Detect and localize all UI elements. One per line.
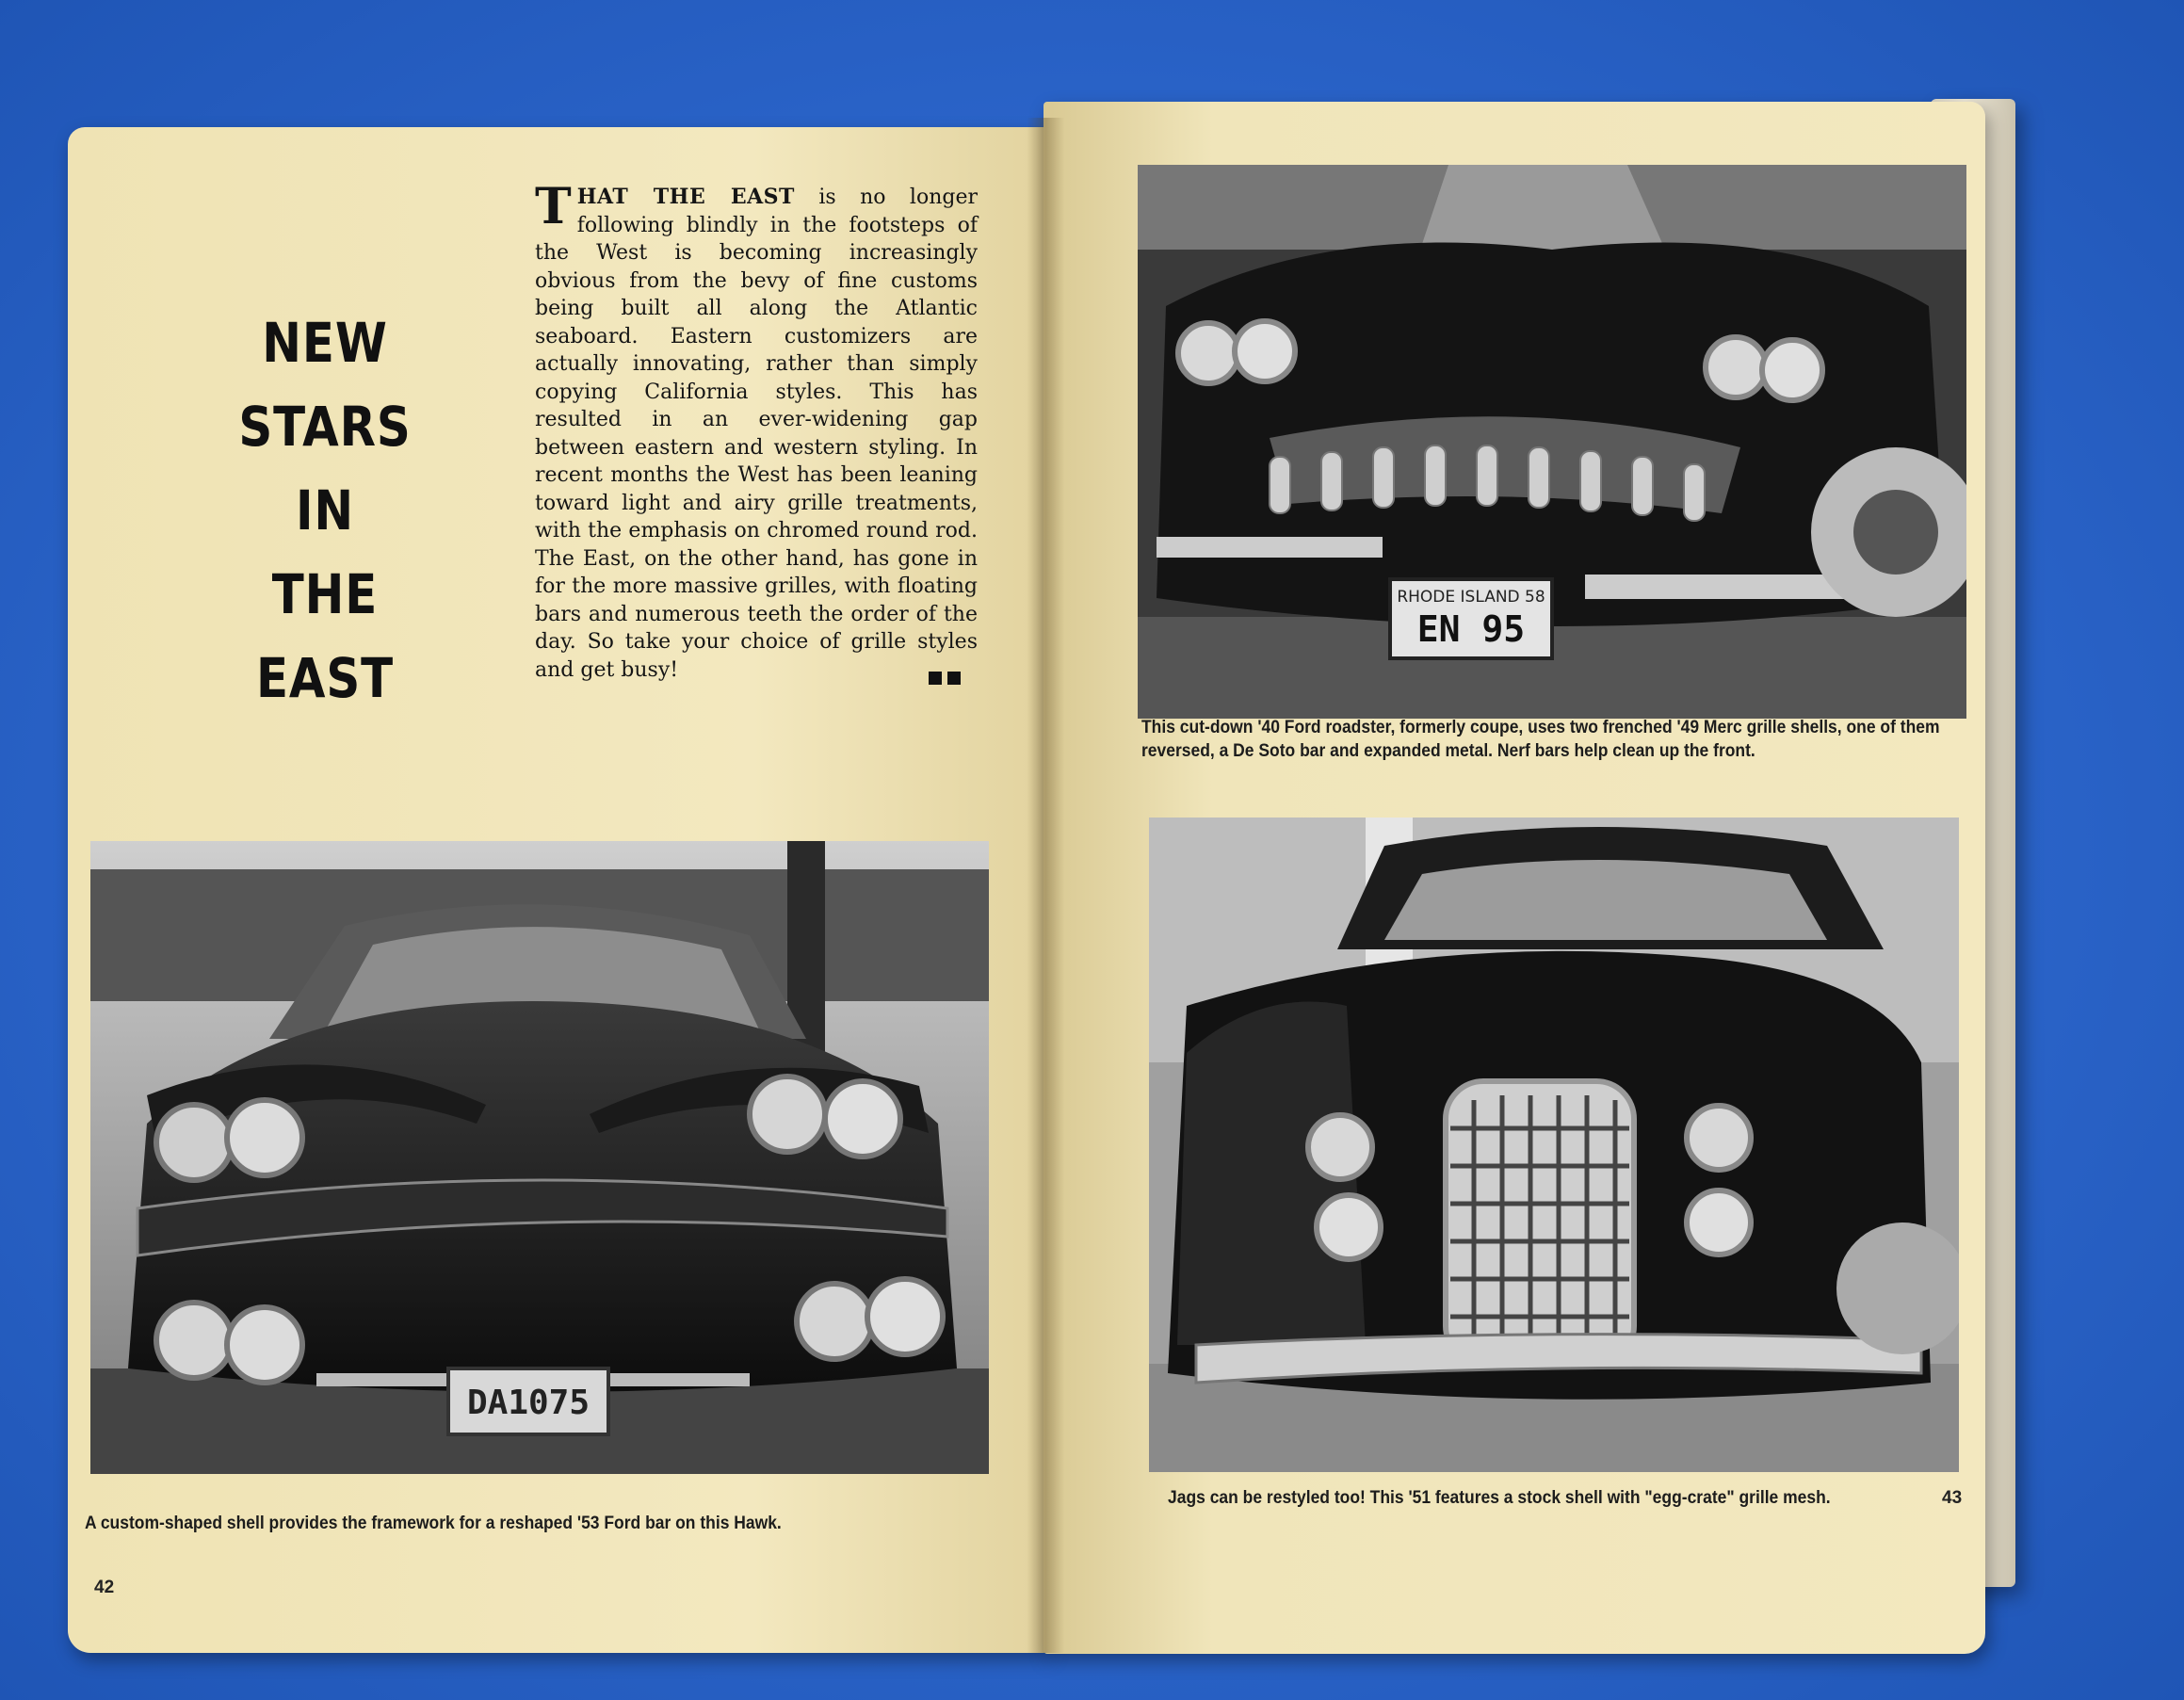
license-plate-ford: EN 95 — [1416, 608, 1526, 650]
license-plate-state: RHODE ISLAND 58 — [1397, 588, 1545, 607]
caption-hawk: A custom-shaped shell provides the framework for a reshaped '53 Ford bar on this Hawk. — [85, 1514, 782, 1533]
caption-jaguar: Jags can be restyled too! This '51 features a stock shell with "egg-crate" grille mesh. — [1168, 1488, 1831, 1508]
title-line: NEW — [262, 311, 388, 375]
hawk-car-image — [90, 841, 989, 1474]
article-lead: HAT THE EAST — [576, 185, 795, 209]
caption-ford-roadster: This cut-down '40 Ford roadster, formerly coupe, uses two frenched '49 Merc grille shells, one of them reversed, a De Soto bar and expanded metal. Nerf bars help clean up the front. — [1141, 718, 1940, 761]
page-number-right: 43 — [1942, 1488, 1963, 1508]
article-body — [535, 178, 978, 684]
license-plate-hawk: DA1075 — [466, 1384, 590, 1422]
ford-roadster-image — [1138, 165, 1966, 719]
article-title — [228, 301, 422, 720]
title-line: IN — [295, 478, 355, 542]
page-number-left: 42 — [94, 1578, 115, 1597]
drop-cap: T — [535, 178, 572, 235]
photo-ford-roadster — [1138, 165, 1966, 719]
title-line: STARS — [238, 395, 412, 459]
title-line: EAST — [255, 646, 395, 710]
photo-jaguar — [1149, 818, 1959, 1472]
book-gutter — [1027, 118, 1064, 1653]
title-line: THE — [271, 562, 379, 626]
photo-hawk — [90, 841, 989, 1474]
jaguar-car-image — [1149, 818, 1959, 1472]
article-text: is no longer following blindly in the footsteps of the West is becoming increasingly obvious from the bevy of fine customs being built all along the Atlantic seaboard. Eastern customizers are actually innovating, rather than simply copying California styles. This has resulted in an ever-widening gap between eastern and western styling. In recent months the West has been leaning toward light and airy grille treatments, with the emphasis on chromed round rod. The East, on the other hand, has gone in for the more massive grilles, with floating bars and numerous teeth the order of the day. So take your choice of grille styles and get busy! — [535, 186, 978, 682]
end-mark — [923, 671, 961, 688]
